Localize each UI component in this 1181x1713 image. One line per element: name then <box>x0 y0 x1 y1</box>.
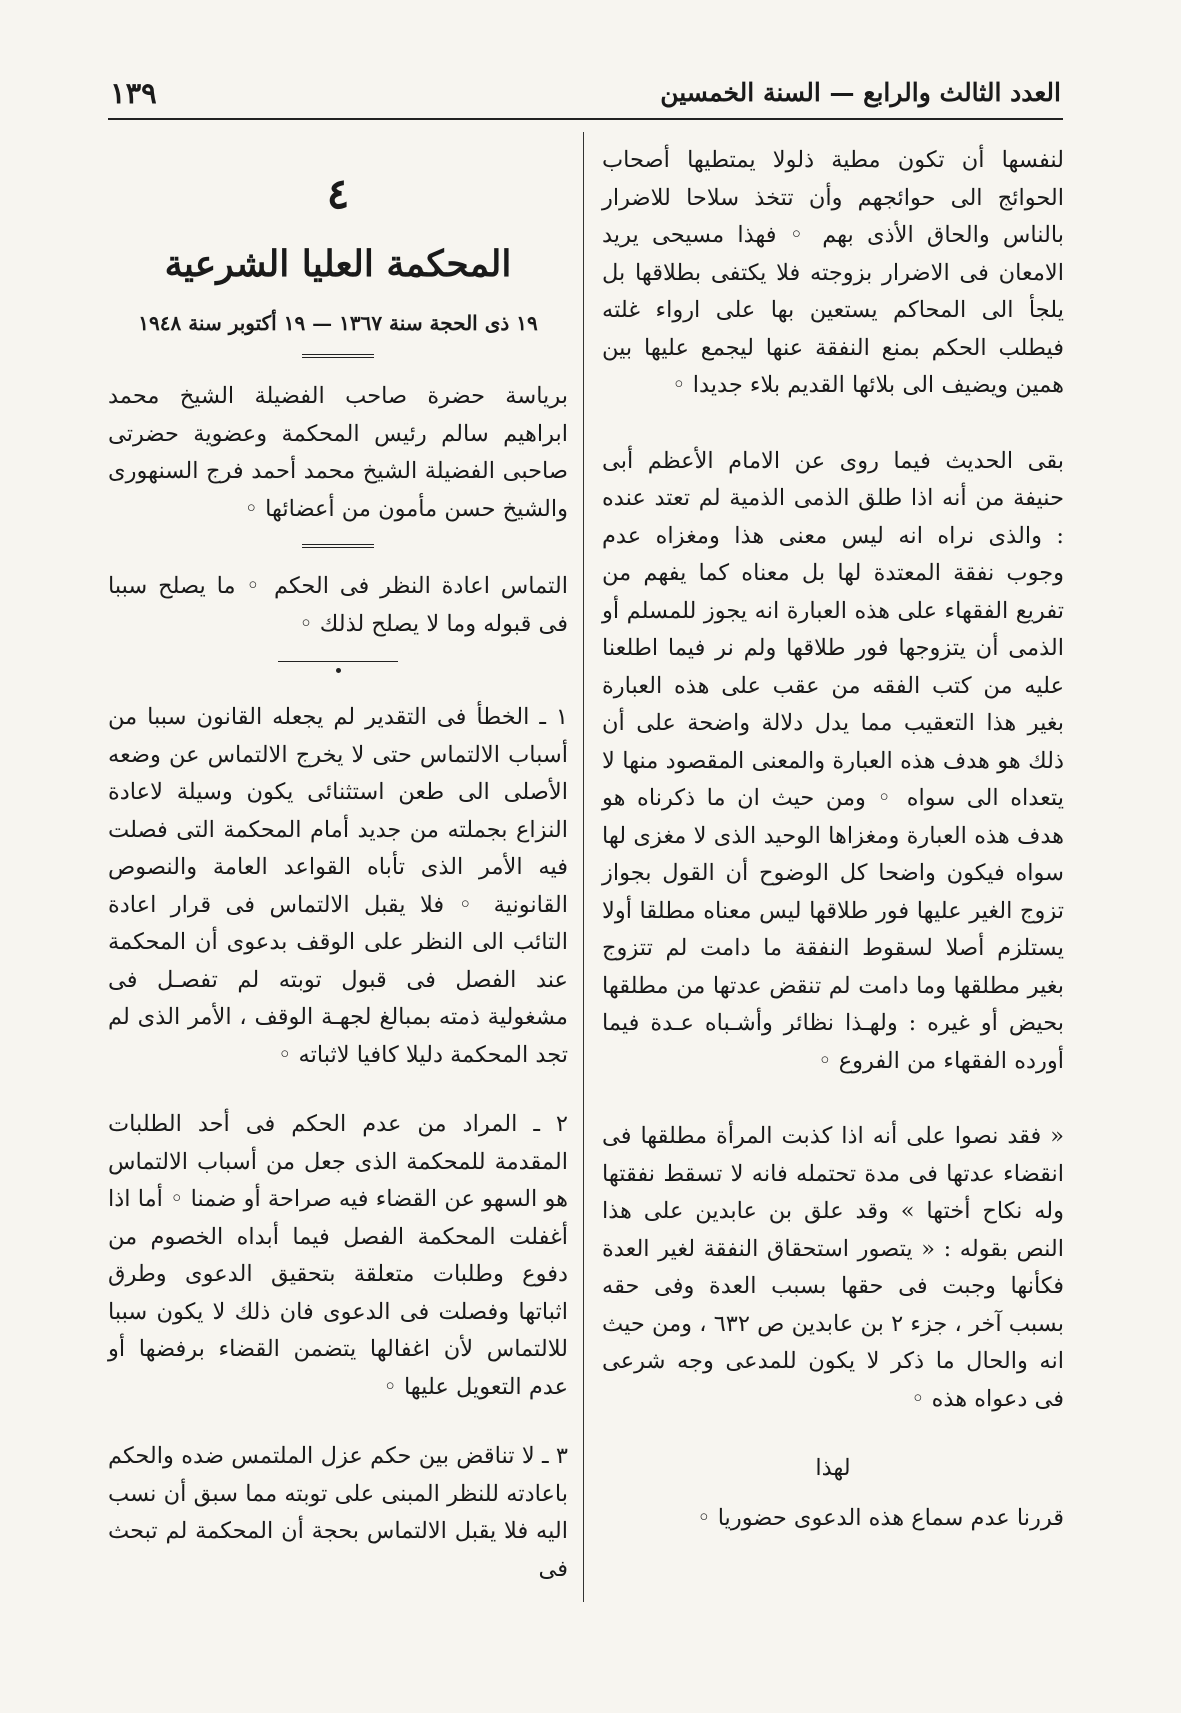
header-rule <box>108 118 1063 120</box>
column-divider <box>583 132 584 1602</box>
running-title: العدد الثالث والرابع — السنة الخمسين <box>660 78 1061 107</box>
presidency-paragraph: برياسة حضرة صاحب الفضيلة الشيخ محمد ابراهيم سالم رئيس المحكمة وعضوية حضرتى صاحبى الفضيلة الشيخ محمد أحمد فرج السنهورى والشيخ حسن مأمون من أعضائها ◦ <box>108 383 568 522</box>
right-paragraph-1: لنفسها أن تكون مطية ذلولا يمتطيها أصحاب الحوائج الى حوائجهم وأن تتخذ سلاحا للاضرار بالناس والحاق الأذى بهم ◦ فهذا مسيحى يريد الامعان فى الاضرار بزوجته فلا يكتفى بطلاقها بل يلجأ الى المحاكم يستعين بها على ارواء غلته فيطلب الحكم بمنع النفقة عنها ليجمع عليها بين همين ويضيف الى بلائها القديم بلاء جديدا ◦ <box>602 147 1064 398</box>
separator-dot <box>336 668 341 673</box>
separator-line <box>278 661 398 662</box>
ruling-text: قررنا عدم سماع هذه الدعوى حضوريا ◦ <box>697 1504 1064 1531</box>
principle-1: ١ ـ الخطأ فى التقدير لم يجعله القانون سببا من أسباب الالتماس حتى لا يخرج الالتماس عن وضعه الأصلى الى طعن استثنائى يكون وسيلة لاعادة النزاع بجملته من جديد أمام المحكمة التى فصلت فيه الأمر الذى تأباه القواعد العامة والنصوص القانونية ◦ فلا يقبل الالتماس فى قرار اعادة التائب الى النظر على الوقف بدعوى أن المحكمة عند الفصل فى قبول توبته لم تفصـل فى مشغولية ذمته بمبالغ لجهـة الوقف ، الأمر الذى لم تجد المحكمة دليلا كافيا لاثباته ◦ <box>108 704 568 1068</box>
right-paragraph-2: بقى الحديث فيما روى عن الامام الأعظم أبى حنيفة من أنه اذا طلق الذمى الذمية لم تعتد عنده : والذى نراه انه ليس معنى هذا ومغزاه عدم وجوب نفقة المعتدة لها بل معناه كما يفهم من تفريع الفقهاء على هذه العبارة انه يجوز للمسلم أو الذمى أن يتزوجها فور طلاقها ولم نر فيما اطلعنا عليه من كتب الفقه من عقب على هذه العبارة بغير هذا التعقيب مما يدل دلالة واضحة على أن ذلك هو هدف هذه العبارة والمعنى المقصود منها لا يتعداه الى سواه ◦ ومن حيث ان ما ذكرناه هو هدف هذه العبارة ومغزاها الوحيد الذى لا مغزى لها سواه فيكون واضحا كل الوضوح أن القول بجواز تزوج الغير عليها فور طلاقها ليس معناه مطلقا أولا يستلزم أصلا لسقوط النفقة ما دامت لم تتزوج بغير مطلقها وما دامت لم تنقض عدتها من مطلقها بحيض أو غيره : ولهـذا نظائر وأشـباه عـدة فيما أورده الفقهاء من الفروع ◦ <box>602 447 1064 1074</box>
date-line: ١٩ ذى الحجة سنة ١٣٦٧ — ١٩ أكتوبر سنة ١٩٤٨ <box>138 311 538 335</box>
page-header <box>110 70 1061 115</box>
right-column <box>602 142 1064 1537</box>
lihatha-heading: لهذا <box>815 1455 851 1481</box>
page-number: ١٣٩ <box>110 75 157 110</box>
ornament-rule <box>302 354 374 358</box>
court-name: المحكمة العليا الشرعية <box>164 243 512 285</box>
principle-3: ٣ ـ لا تناقض بين حكم عزل الملتمس ضده والحكم باعادته للنظر المبنى على توبته مما سبق أن نسب اليه فلا يقبل الالتماس بحجة أن المحكمة لم تبحث فى <box>108 1443 568 1582</box>
right-paragraph-3: « فقد نصوا على أنه اذا كذبت المرأة مطلقها فى انقضاء عدتها فى مدة تحتمله فانه لا تسقط نفقتها وله نكاح أختها » وقد علق بن عابدين على هذا النص بقوله : « يتصور استحقاق النفقة لغير العدة فكأنها وجبت فى حقها بسبب العدة وفى حقه بسبب آخر ، جزء ٢ بن عابدين ص ٦٣٢ ، ومن حيث انه والحال ما ذكر لا يكون للمدعى وجه شرعى فى دعواه هذه ◦ <box>602 1123 1064 1412</box>
left-column <box>108 142 568 1588</box>
case-number: ٤ <box>326 169 350 218</box>
ornament-rule-2 <box>302 544 374 548</box>
principle-2: ٢ ـ المراد من عدم الحكم فى أحد الطلبات المقدمة للمحكمة الذى جعل من أسباب الالتماس هو السهو عن القضاء فيه صراحة أو ضمنا ◦ أما اذا أغفلت المحكمة الفصل فيما أبداه الخصوم من دفوع وطلبات متعلقة بتحقيق الدعوى وطرق اثباتها وفصلت فى الدعوى فان ذلك لا يكون سببا للالتماس لأن اغفالها يتضمن القضاء برفضها أو عدم التعويل عليها ◦ <box>108 1111 568 1400</box>
subject-paragraph: التماس اعادة النظر فى الحكم ◦ ما يصلح سببا فى قبوله وما لا يصلح لذلك ◦ <box>108 573 568 637</box>
